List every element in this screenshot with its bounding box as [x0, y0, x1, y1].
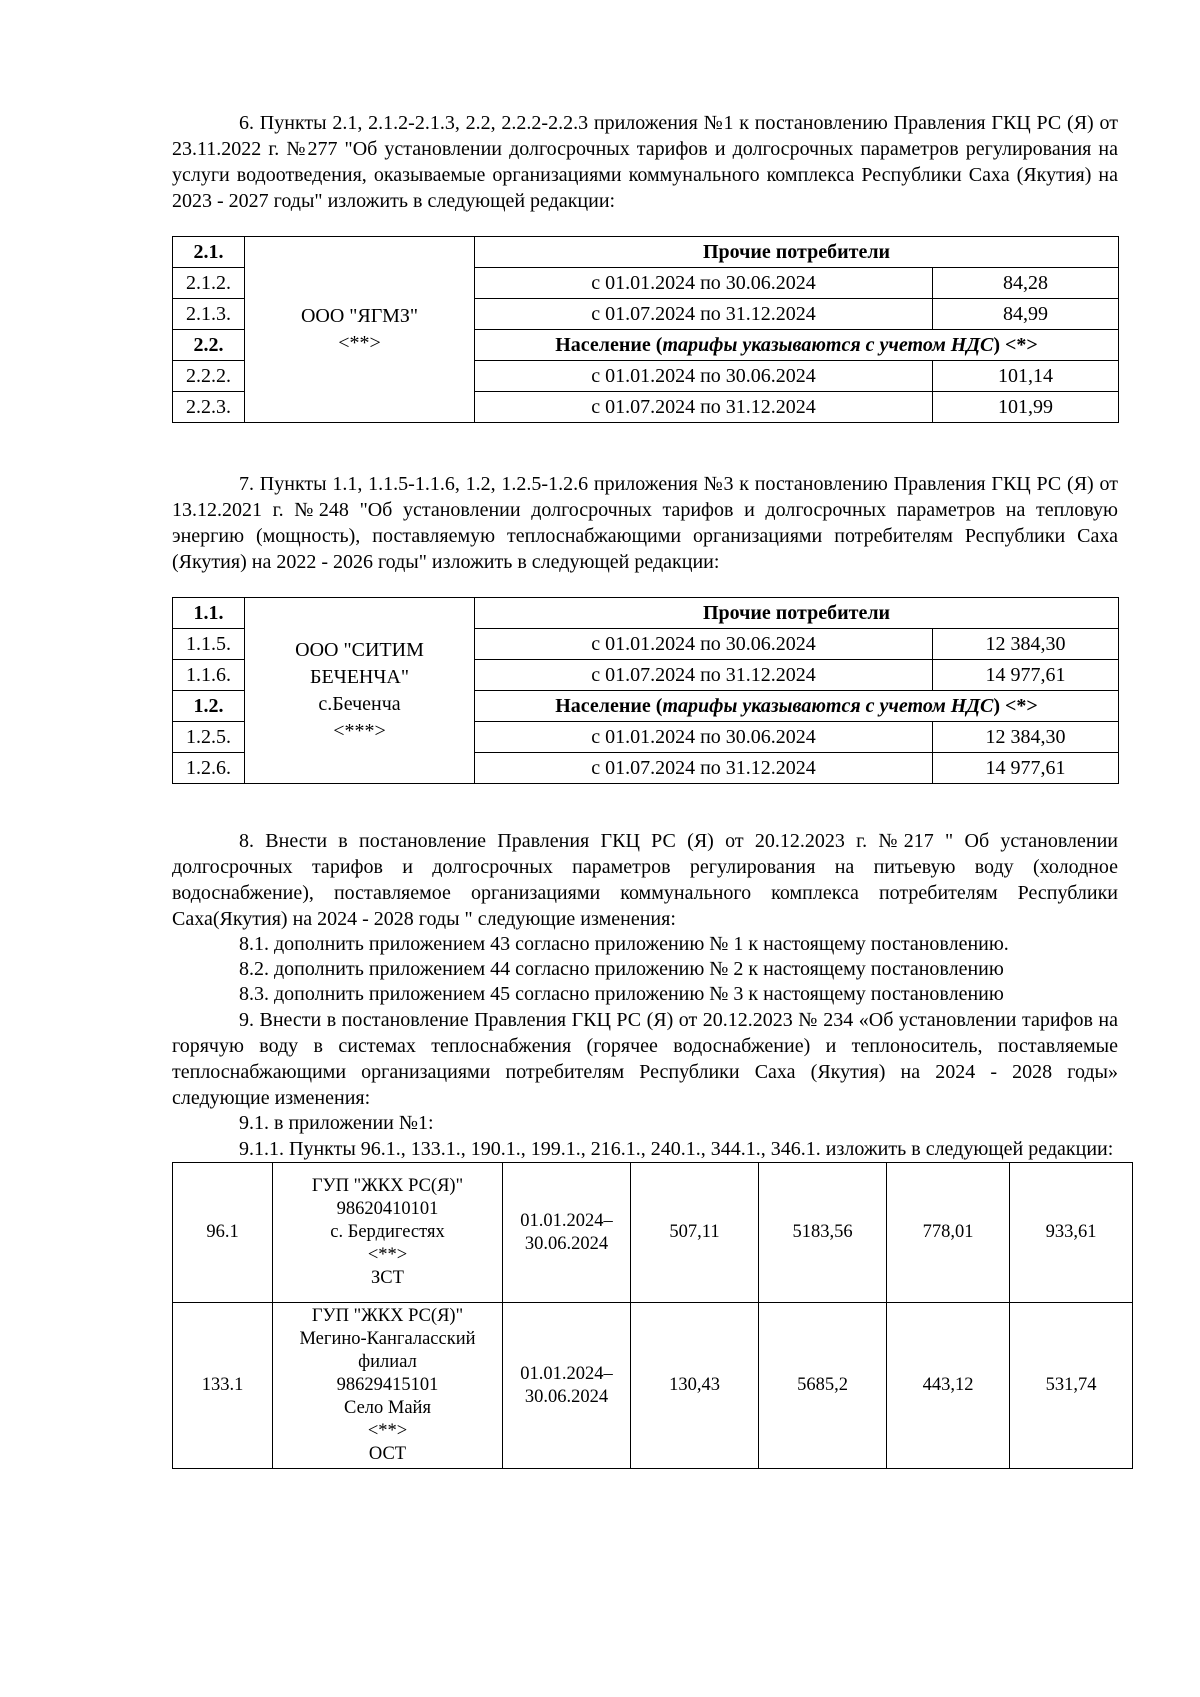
- group-label: Прочие потребители: [475, 237, 1119, 268]
- period-cell: с 01.01.2024 по 30.06.2024: [475, 268, 933, 299]
- value-cell: 101,14: [933, 361, 1119, 392]
- organization-cell: [245, 598, 475, 784]
- value-cell: 12 384,30: [933, 722, 1119, 753]
- org-line: 98629415101: [336, 1375, 439, 1395]
- organization-note: <***>: [333, 719, 386, 742]
- row-number: 2.1.2.: [173, 268, 245, 299]
- period-cell: с 01.01.2024 по 30.06.2024: [475, 722, 933, 753]
- section-8-item: 8.1. дополнить приложением 43 согласно приложению № 1 к настоящему постановлению.: [239, 933, 1009, 955]
- period-cell: [503, 1163, 631, 1303]
- period-cell: с 01.07.2024 по 31.12.2024: [475, 660, 933, 691]
- section-8-item: 8.3. дополнить приложением 45 согласно приложению № 3 к настоящему постановлению: [239, 983, 1004, 1005]
- org-line: <**>: [367, 1421, 408, 1441]
- org-line: ЗСТ: [371, 1268, 404, 1288]
- period-line: 01.01.2024–: [520, 1210, 613, 1231]
- row-number: 1.2.: [173, 691, 245, 722]
- org-line: ГУП "ЖКХ РС(Я)": [311, 1176, 464, 1196]
- organization-name-cont: БЕЧЕНЧА": [310, 665, 409, 688]
- row-number: 96.1: [173, 1163, 273, 1303]
- row-number: 2.1.3.: [173, 299, 245, 330]
- row-number: 1.1.5.: [173, 629, 245, 660]
- org-line: филиал: [358, 1352, 417, 1372]
- row-number: 133.1: [173, 1303, 273, 1469]
- table-row: [173, 598, 1119, 629]
- org-line: 98620410101: [336, 1199, 439, 1219]
- group-label: Прочие потребители: [475, 598, 1119, 629]
- period-cell: [503, 1303, 631, 1469]
- period-cell: с 01.01.2024 по 30.06.2024: [475, 361, 933, 392]
- row-number: 1.1.6.: [173, 660, 245, 691]
- org-line: с. Бердигестях: [330, 1222, 445, 1242]
- org-line: ОСТ: [368, 1444, 407, 1464]
- group-label-italic: тарифы указываются с учетом НДС: [662, 695, 994, 717]
- value-cell: 14 977,61: [933, 660, 1119, 691]
- value-cell: 84,99: [933, 299, 1119, 330]
- section-9-sub-1: 9.1. в приложении №1:: [239, 1112, 434, 1134]
- period-line: 01.01.2024–: [520, 1363, 613, 1384]
- value-cell: 130,43: [631, 1303, 759, 1469]
- value-cell: 531,74: [1010, 1303, 1133, 1469]
- value-cell: 84,28: [933, 268, 1119, 299]
- group-label-italic: тарифы указываются с учетом НДС: [662, 334, 994, 356]
- hot-water-tariff-table: [172, 1162, 1133, 1469]
- value-cell: 5685,2: [759, 1303, 887, 1469]
- org-line: Село Майя: [344, 1398, 431, 1418]
- value-cell: 778,01: [887, 1163, 1010, 1303]
- section-9-sub-2: 9.1.1. Пункты 96.1., 133.1., 190.1., 199.1., 216.1., 240.1., 344.1., 346.1. изложить в следующей редакции:: [239, 1138, 1114, 1160]
- row-number: 1.2.6.: [173, 753, 245, 784]
- section-8-item: 8.2. дополнить приложением 44 согласно приложению № 2 к настоящему постановлению: [239, 958, 1004, 980]
- organization-cell: [273, 1163, 503, 1303]
- period-cell: с 01.01.2024 по 30.06.2024: [475, 629, 933, 660]
- group-label: [475, 330, 1119, 361]
- value-cell: 933,61: [1010, 1163, 1133, 1303]
- table-row: [173, 237, 1119, 268]
- tariff-table-6: [172, 236, 1119, 423]
- row-number: 2.2.2.: [173, 361, 245, 392]
- section-9-text: 9. Внести в постановление Правления ГКЦ РС (Я) от 20.12.2023 № 234 «Об установлении тарифов на горячую воду в системах теплоснабжения (горячее водоснабжение) и теплоноситель, поставляемые теплоснабжающими организациями потребителям Республики Саха (Якутия) на 2024 - 2028 годы» следующие изменения:: [172, 1009, 1118, 1109]
- period-cell: с 01.07.2024 по 31.12.2024: [475, 392, 933, 423]
- org-line: <**>: [367, 1245, 408, 1265]
- organization-cell: [245, 237, 475, 423]
- org-line: ГУП "ЖКХ РС(Я)": [311, 1306, 464, 1326]
- organization-name: ООО "ЯГМЗ": [300, 304, 419, 327]
- document-page: [172, 110, 1118, 1469]
- section-8-text: 8. Внести в постановление Правления ГКЦ РС (Я) от 20.12.2023 г. №217 " Об установлении долгосрочных тарифов и долгосрочных параметров регулирования на питьевую воду (холодное водоснабжение), поставляемое организациями коммунального комплекса потребителям Республики Саха(Якутия) на 2024 - 2028 годы " следующие изменения:: [172, 830, 1118, 930]
- period-line: 30.06.2024: [524, 1233, 609, 1254]
- section-7-text: 7. Пункты 1.1, 1.1.5-1.1.6, 1.2, 1.2.5-1.2.6 приложения №3 к постановлению Правления ГКЦ РС (Я) от 13.12.2021 г. №248 "Об установлении долгосрочных тарифов и долгосрочных параметров на тепловую энергию (мощность), поставляемую теплоснабжающими организациями потребителям Республики Саха (Якутия) на 2022 - 2026 годы" изложить в следующей редакции:: [172, 473, 1118, 573]
- tariff-table-7: [172, 597, 1119, 784]
- row-number: 1.2.5.: [173, 722, 245, 753]
- table-row: [173, 1163, 1133, 1303]
- organization-cell: [273, 1303, 503, 1469]
- table-row: [173, 1303, 1133, 1469]
- group-label-tail: ) <*>: [993, 334, 1038, 356]
- row-number: 2.2.: [173, 330, 245, 361]
- value-cell: 5183,56: [759, 1163, 887, 1303]
- value-cell: 14 977,61: [933, 753, 1119, 784]
- group-label-text: Население (: [555, 334, 663, 356]
- row-number: 1.1.: [173, 598, 245, 629]
- organization-name: ООО "СИТИМ: [295, 638, 424, 661]
- period-line: 30.06.2024: [524, 1386, 609, 1407]
- period-cell: с 01.07.2024 по 31.12.2024: [475, 299, 933, 330]
- value-cell: 507,11: [631, 1163, 759, 1303]
- group-label-text: Население (: [555, 695, 663, 717]
- row-number: 2.2.3.: [173, 392, 245, 423]
- group-label: [475, 691, 1119, 722]
- org-line: Мегино-Кангаласский: [299, 1329, 476, 1349]
- row-number: 2.1.: [173, 237, 245, 268]
- value-cell: 443,12: [887, 1303, 1010, 1469]
- section-6-text: 6. Пункты 2.1, 2.1.2-2.1.3, 2.2, 2.2.2-2.2.3 приложения №1 к постановлению Правления ГКЦ РС (Я) от 23.11.2022 г. №277 "Об установлении долгосрочных тарифов и долгосрочных параметров регулирования на услуги водоотведения, оказываемые организациями коммунального комплекса Республики Саха (Якутия) на 2023 - 2027 годы" изложить в следующей редакции:: [172, 112, 1118, 212]
- period-cell: с 01.07.2024 по 31.12.2024: [475, 753, 933, 784]
- value-cell: 12 384,30: [933, 629, 1119, 660]
- organization-locality: с.Беченча: [318, 692, 401, 715]
- value-cell: 101,99: [933, 392, 1119, 423]
- group-label-tail: ) <*>: [993, 695, 1038, 717]
- organization-note: <**>: [338, 331, 381, 354]
